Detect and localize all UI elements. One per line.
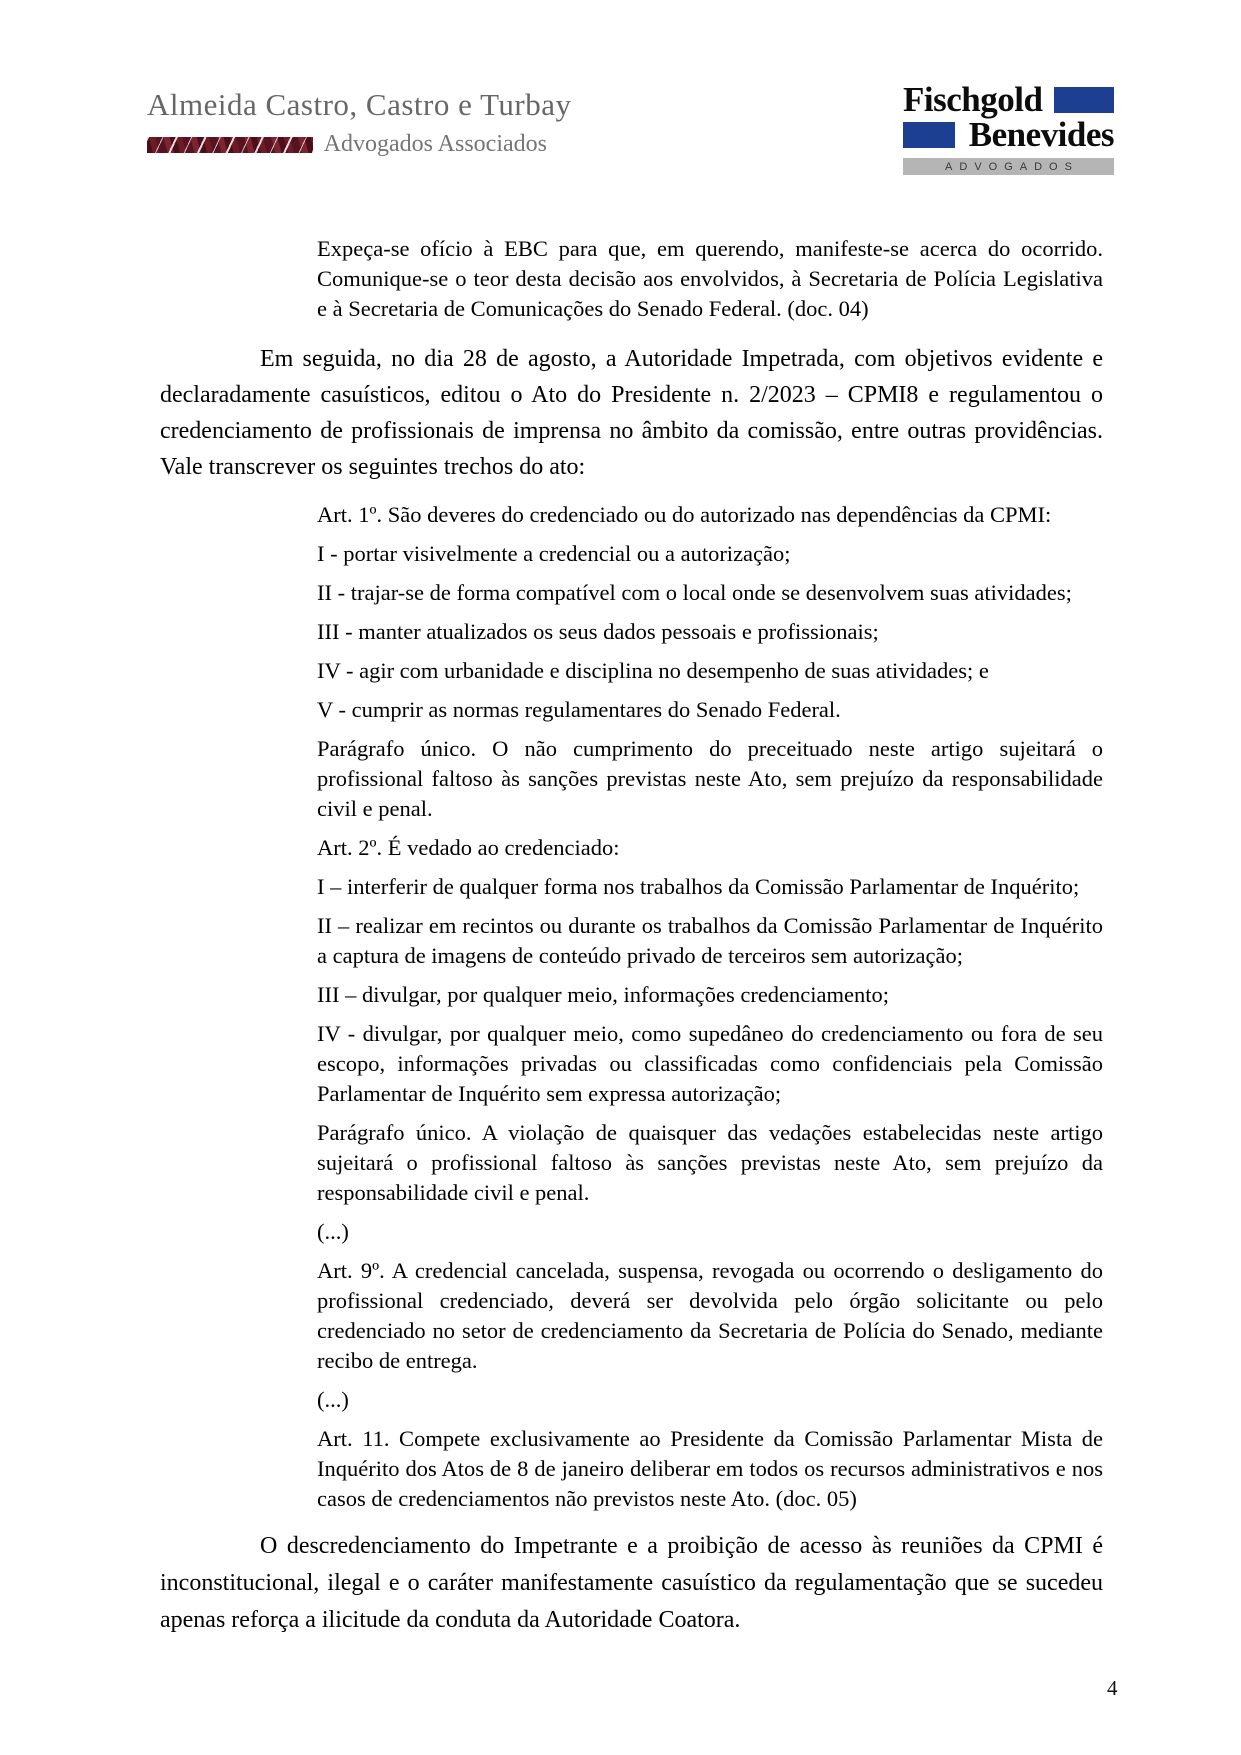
document-body xyxy=(160,234,1103,1639)
excerpt-paragraph: Art. 11. Compete exclusivamente ao Presidente da Comissão Parlamentar Mista de Inquérito dos Atos de 8 de janeiro deliberar em todos os recursos administrativos e nos casos de credenciamentos não previstos neste Ato. (doc. 05) xyxy=(317,1426,1103,1511)
act-excerpt-blocks xyxy=(160,500,1103,1514)
logo-row-bottom xyxy=(903,117,1114,152)
marble-bar-decoration xyxy=(147,137,313,153)
blue-rectangle-icon xyxy=(1054,87,1114,113)
excerpt-paragraph: II – realizar em recintos ou durante os trabalhos da Comissão Parlamentar de Inquérito a captura de imagens de conteúdo privado de terceiros sem autorização; xyxy=(317,913,1103,968)
firm-subtitle: Advogados Associados xyxy=(323,131,547,157)
excerpt-paragraph: V - cumprir as normas regulamentares do Senado Federal. xyxy=(317,697,841,722)
firm-subrow xyxy=(147,131,547,158)
firm-logo-almeida-castro xyxy=(147,87,572,158)
excerpt-paragraph: Art. 9º. A credencial cancelada, suspensa, revogada ou ocorrendo o desligamento do profissional credenciado, deverá ser devolvida pelo órgão solicitante ou pelo credenciado no setor de credenciamento da Secretaria de Polícia do Senado, mediante recibo de entrega. xyxy=(317,1258,1103,1373)
excerpt-paragraph: Parágrafo único. O não cumprimento do preceituado neste artigo sujeitará o profissional faltoso às sanções previstas neste Ato, sem prejuízo da responsabilidade civil e penal. xyxy=(317,736,1103,821)
blue-rectangle-icon xyxy=(903,122,955,148)
excerpt-paragraph: I - portar visivelmente a credencial ou a autorização; xyxy=(317,541,791,566)
excerpt-paragraph: Art. 2º. É vedado ao credenciado: xyxy=(317,835,620,860)
firm-name: Almeida Castro, Castro e Turbay xyxy=(147,87,572,122)
excerpt-paragraph: II - trajar-se de forma compatível com o local onde se desenvolvem suas atividades; xyxy=(317,580,1072,605)
excerpt-paragraph: (...) xyxy=(317,1219,349,1244)
firm-logo-fischgold-benevides xyxy=(903,82,1114,175)
excerpt-paragraph: IV - agir com urbanidade e disciplina no desempenho de suas atividades; e xyxy=(317,658,989,683)
excerpt-paragraph: III - manter atualizados os seus dados pessoais e profissionais; xyxy=(317,619,879,644)
excerpt-paragraph: I – interferir de qualquer forma nos trabalhos da Comissão Parlamentar de Inquérito; xyxy=(317,874,1080,899)
excerpt-paragraph: IV - divulgar, por qualquer meio, como supedâneo do credenciamento ou fora de seu escopo, informações privadas ou classificadas como confidenciais pela Comissão Parlamentar de Inquérito sem expressa autorização; xyxy=(317,1021,1103,1106)
excerpt-paragraph: Parágrafo único. A violação de quaisquer das vedações estabelecidas neste artigo sujeitará o profissional faltoso às sanções previstas neste Ato, sem prejuízo da responsabilidade civil e penal. xyxy=(317,1120,1103,1205)
opening-quote: Expeça-se ofício à EBC para que, em querendo, manifeste-se acerca do ocorrido. Comunique-se o teor desta decisão aos envolvidos, à Secretaria de Polícia Legislativa e à Secretaria de Comunicações do Senado Federal. (doc. 04) xyxy=(317,236,1103,321)
excerpt-paragraph: (...) xyxy=(317,1387,349,1412)
closing-paragraph: O descredenciamento do Impetrante e a proibição de acesso às reuniões da CPMI é inconstitucional, ilegal e o caráter manifestamente casuístico da regulamentação que se sucedeu apenas reforça a ilicitude da conduta da Autoridade Coatora. xyxy=(160,1533,1103,1633)
logo-banner-advogados: ADVOGADOS xyxy=(903,158,1114,175)
page-number: 4 xyxy=(1107,1676,1118,1700)
logo-row-top xyxy=(903,82,1114,117)
paragraph-em-seguida: Em seguida, no dia 28 de agosto, a Autoridade Impetrada, com objetivos evidente e declaradamente casuísticos, editou o Ato do Presidente n. 2/2023 – CPMI8 e regulamentou o credenciamento de profissionais de imprensa no âmbito da comissão, entre outras providências. Vale transcrever os seguintes trechos do ato: xyxy=(160,346,1103,480)
logo-name-bottom: Benevides xyxy=(968,115,1114,154)
excerpt-paragraph: III – divulgar, por qualquer meio, informações credenciamento; xyxy=(317,982,890,1007)
logo-name-top: Fischgold xyxy=(903,80,1043,119)
excerpt-paragraph: Art. 1º. São deveres do credenciado ou do autorizado nas dependências da CPMI: xyxy=(317,502,1052,527)
